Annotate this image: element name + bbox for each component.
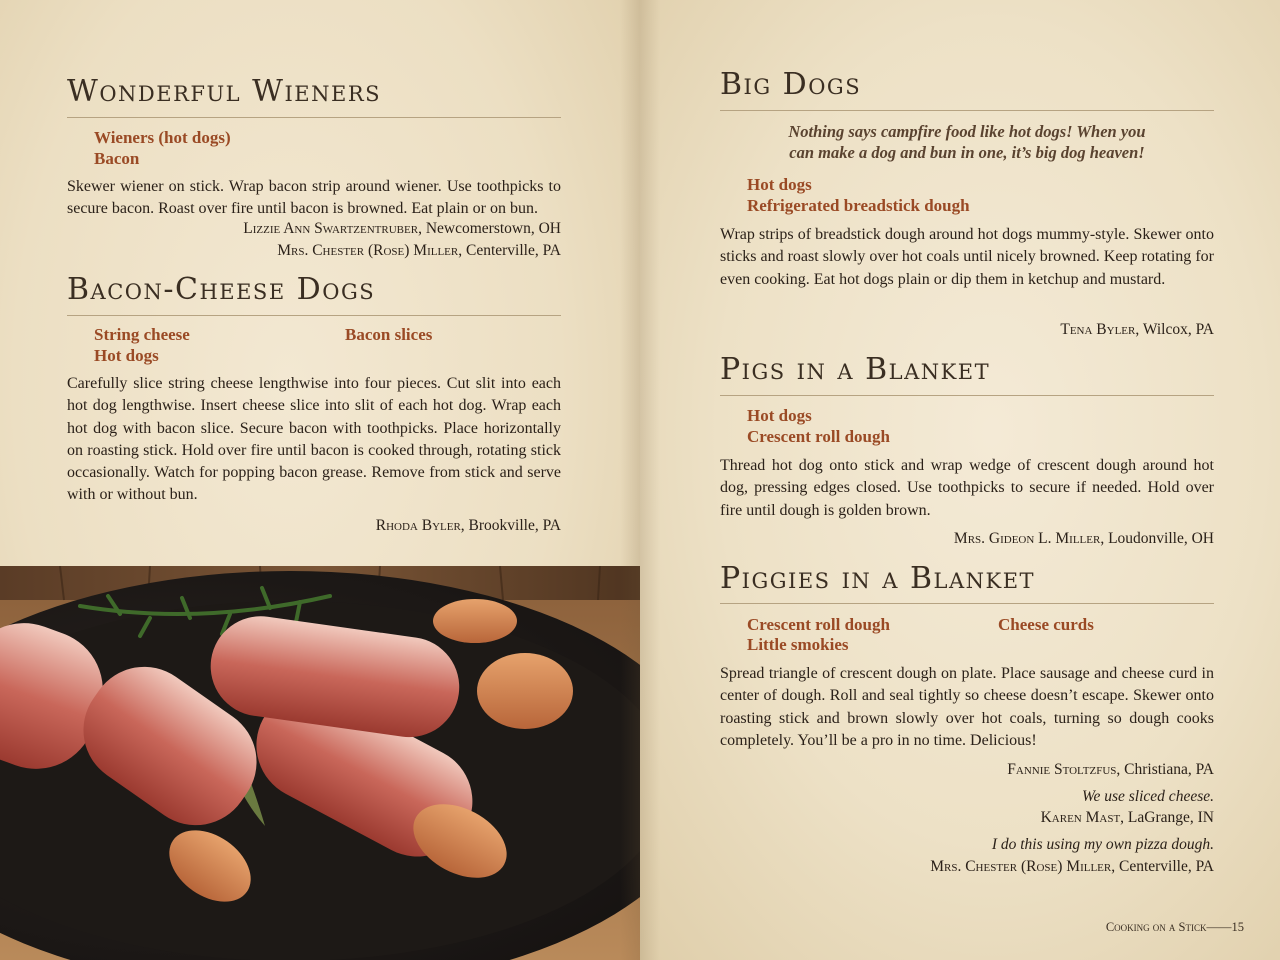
ingredient: Hot dogs: [747, 175, 812, 194]
recipe-directions: Skewer wiener on stick. Wrap bacon strip around wiener. Use toothpicks to secure bacon. Roast over fire until bacon is browned. Eat plain or on bun.: [67, 178, 561, 218]
recipe-credit: Rhoda Byler, Brookville, PA: [375, 517, 561, 534]
ingredient: Hot dogs: [94, 346, 159, 365]
ingredient: Cheese curds: [998, 615, 1094, 634]
bacon-wrapped-hot-dogs-photo: [0, 566, 640, 960]
recipe-title-big-dogs: Big Dogs: [720, 67, 862, 102]
ingredient: Crescent roll dough: [747, 615, 890, 634]
title-rule: [720, 110, 1214, 111]
recipe-directions: Wrap strips of breadstick dough around hot dogs mummy-style. Skewer onto sticks and roast slowly over hot coals until nicely browned. Keep rotating for even cooking. Eat hot dogs plain or dip them in ketchup and mustard.: [720, 226, 1214, 288]
recipe-credit: Fannie Stoltzfus, Christiana, PA: [1007, 761, 1214, 778]
ingredient: Bacon: [94, 149, 140, 168]
recipe-credit: Lizzie Ann Swartzentruber, Newcomerstown, OH: [243, 220, 561, 237]
recipe-credit: Mrs. Chester (Rose) Miller, Centerville, PA: [930, 858, 1214, 875]
title-rule: [720, 603, 1214, 604]
title-rule: [67, 117, 561, 118]
recipe-credit: Mrs. Chester (Rose) Miller, Centerville, PA: [277, 242, 561, 259]
recipe-directions: Thread hot dog onto stick and wrap wedge of crescent dough around hot dog, pressing edges closed. Use toothpicks to secure if needed. Hold over fire until dough is golden brown.: [720, 457, 1214, 519]
ingredient: String cheese: [94, 325, 190, 344]
recipe-credit: Karen Mast, LaGrange, IN: [1040, 809, 1214, 826]
ingredient: Crescent roll dough: [747, 427, 890, 446]
right-page: [640, 0, 1280, 960]
photo-illustration: [0, 566, 640, 960]
recipe-intro: can make a dog and bun in one, it’s big dog heaven!: [789, 143, 1145, 162]
recipe-intro: Nothing says campfire food like hot dogs! When you: [788, 122, 1146, 141]
ingredient: Refrigerated breadstick dough: [747, 196, 970, 215]
ingredient: Bacon slices: [345, 325, 433, 344]
ingredient: Wieners (hot dogs): [94, 128, 231, 147]
recipe-credit: Mrs. Gideon L. Miller, Loudonville, OH: [953, 530, 1214, 547]
recipe-title-piggies-in-a-blanket: Piggies in a Blanket: [720, 561, 1036, 596]
reader-note: We use sliced cheese.: [1082, 788, 1214, 805]
recipe-directions: Spread triangle of crescent dough on plate. Place sausage and cheese curd in center of dough. Roll and seal tightly so cheese doesn’t escape. Skewer onto roasting stick and brown slowly over hot coals, turning so dough cooks completely. You’ll be a pro in no time. Delicious!: [720, 665, 1214, 749]
recipe-title-wonderful-wieners: Wonderful Wieners: [67, 74, 382, 109]
title-rule: [720, 395, 1214, 396]
recipe-directions: Carefully slice string cheese lengthwise into four pieces. Cut slit into each hot dog lengthwise. Insert cheese slice into slit of each hot dog. Wrap each hot dog with bacon slice. Secure bacon with toothpicks. Place horizontally on roasting stick. Hold over fire until bacon is cooked through, rotating stick occasionally. Watch for popping bacon grease. Remove from stick and serve with or without bun.: [67, 375, 561, 504]
page-folio: Cooking on a Stick——15: [1105, 920, 1244, 934]
ingredient: Hot dogs: [747, 406, 812, 425]
reader-note: I do this using my own pizza dough.: [991, 836, 1214, 853]
recipe-credit: Tena Byler, Wilcox, PA: [1060, 321, 1214, 338]
recipe-title-bacon-cheese-dogs: Bacon-Cheese Dogs: [67, 272, 376, 307]
book-title: Cooking on a Stick: [1105, 920, 1207, 934]
recipe-title-pigs-in-a-blanket: Pigs in a Blanket: [720, 352, 991, 387]
ingredient: Little smokies: [747, 635, 849, 654]
title-rule: [67, 315, 561, 316]
page-number: 15: [1231, 920, 1244, 934]
